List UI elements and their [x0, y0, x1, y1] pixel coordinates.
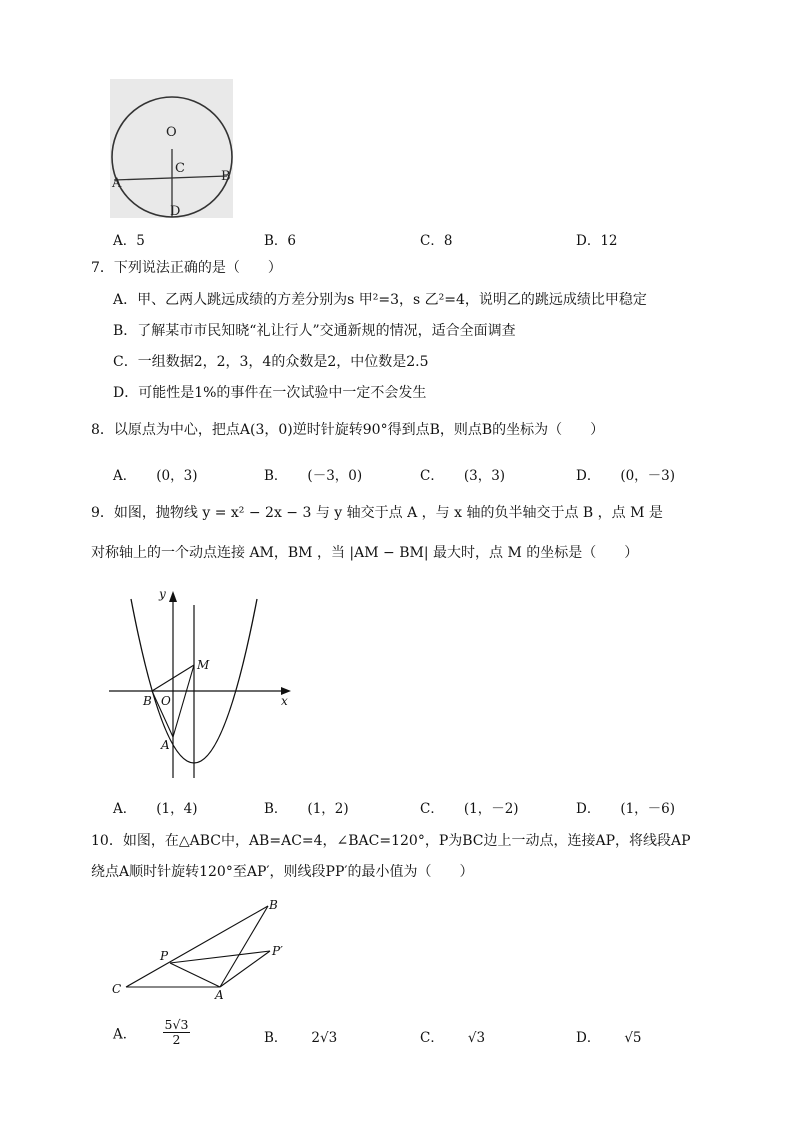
q9-option-a[interactable]: A． (1，4) — [113, 801, 198, 817]
q10-option-d[interactable]: D． √5 — [576, 1030, 642, 1046]
q9-parabola-svg — [105, 585, 295, 785]
q7-stem: 7．下列说法正确的是（ ） — [91, 260, 282, 276]
chord-ab — [114, 176, 227, 180]
label-p: P — [160, 949, 169, 963]
q8-option-b[interactable]: B． (－3，0) — [264, 468, 363, 484]
segment-ab — [220, 906, 268, 987]
segment-cb — [126, 906, 268, 987]
label-y: y — [159, 587, 166, 601]
q9-stem-line2: 对称轴上的一个动点连接 AM，BM ，当 |AM − BM| 最大时，点 M 的坐标是（ ） — [91, 545, 639, 561]
q9-option-b[interactable]: B． (1，2) — [264, 801, 349, 817]
label-c: C — [112, 982, 122, 996]
q6-option-a[interactable]: A．5 — [113, 233, 145, 249]
label-a: A — [112, 176, 122, 191]
q7-option-d[interactable]: D．可能性是1%的事件在一次试验中一定不会发生 — [113, 385, 427, 401]
q10-triangle-figure — [108, 895, 298, 1007]
q6-option-b[interactable]: B．6 — [264, 233, 297, 249]
fraction — [163, 1018, 191, 1047]
q6-option-c[interactable]: C．8 — [420, 233, 453, 249]
label-m: M — [197, 658, 210, 672]
q10-stem-line2: 绕点A顺时针旋转120°至AP′，则线段PP′的最小值为（ ） — [91, 864, 474, 880]
q8-option-a[interactable]: A． (0，3) — [113, 468, 198, 484]
q9-parabola-figure — [105, 585, 295, 785]
q10-option-a[interactable]: A． $\frac{5√3}{2}$ — [113, 1017, 189, 1047]
fraction-numerator: 5√3 — [164, 1017, 189, 1032]
q6-option-d[interactable]: D．12 — [576, 233, 618, 249]
q8-option-d[interactable]: D． (0，－3) — [576, 468, 676, 484]
q10-stem-line1: 10．如图，在△ABC中，AB=AC=4，∠BAC=120°，P为BC边上一动点，连接AP，将线段AP — [91, 833, 691, 849]
label-c: C — [175, 161, 185, 176]
label-a: A — [161, 738, 170, 752]
q6-circle-figure — [110, 79, 233, 218]
label-o: O — [166, 125, 177, 140]
label-a: A — [215, 988, 224, 1002]
label-x: x — [281, 694, 288, 708]
q7-option-b[interactable]: B．了解某市市民知晓“礼让行人”交通新规的情况，适合全面调查 — [113, 323, 516, 339]
label-b: B — [269, 898, 278, 912]
label-o: O — [161, 694, 171, 708]
q6-circle-svg — [110, 79, 233, 218]
label-d: D — [170, 204, 181, 218]
label-b: B — [143, 694, 152, 708]
q10-option-b[interactable]: B． 2√3 — [264, 1030, 338, 1046]
label-b: B — [221, 169, 231, 184]
q9-option-c[interactable]: C． (1，－2) — [420, 801, 519, 817]
q7-option-c[interactable]: C．一组数据2，2，3，4的众数是2，中位数是2.5 — [113, 354, 429, 370]
label-p-prime: P′ — [272, 944, 283, 958]
q9-stem-line1: 9．如图，抛物线 y = x² − 2x − 3 与 y 轴交于点 A ，与 x 轴的负半轴交于点 B ，点 M 是 — [91, 505, 663, 521]
q10-option-c[interactable]: C． √3 — [420, 1030, 486, 1046]
y-axis-arrow — [169, 591, 177, 602]
q8-option-c[interactable]: C． (3，3) — [420, 468, 506, 484]
q10-triangle-svg — [108, 895, 298, 1007]
fraction-denominator: 2 — [172, 1032, 181, 1047]
segment-ap — [170, 963, 220, 987]
q7-option-a[interactable]: A．甲、乙两人跳远成绩的方差分别为s 甲²=3，s 乙²=4，说明乙的跳远成绩比甲稳定 — [113, 292, 647, 308]
q8-stem: 8．以原点为中心，把点A(3，0)逆时针旋转90°得到点B，则点B的坐标为（ ） — [91, 422, 605, 438]
q9-option-d[interactable]: D． (1，－6) — [576, 801, 676, 817]
